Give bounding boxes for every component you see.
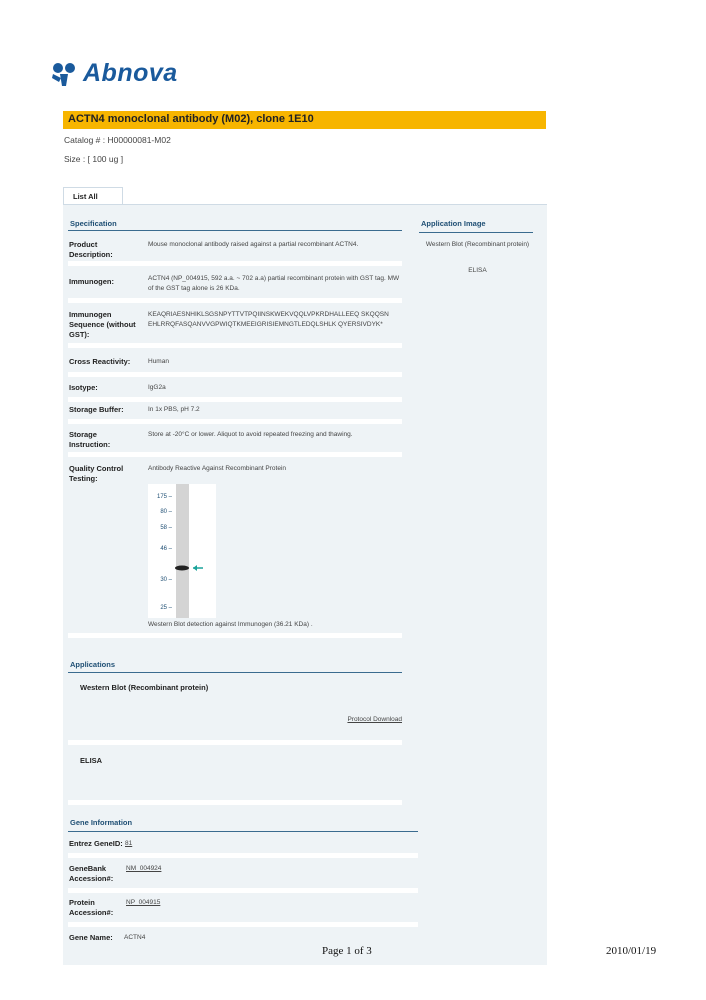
gene-name-value: ACTN4: [124, 934, 146, 941]
applications-title: Applications: [70, 660, 116, 669]
row-separator: [68, 419, 402, 424]
entrez-geneid-link[interactable]: 81: [125, 840, 133, 847]
application-image-divider: [419, 232, 533, 233]
page-number: Page 1 of 3: [322, 945, 372, 957]
immunogen-label: Immunogen:: [69, 277, 114, 286]
brand-name: Abnova: [83, 58, 178, 87]
abnova-logo[interactable]: [49, 58, 178, 88]
protocol-download-link[interactable]: Protocol Download: [347, 716, 402, 723]
application-image-wb-link[interactable]: Western Blot (Recombinant protein): [425, 241, 530, 248]
protein-accession-label: Protein Accession#:: [69, 898, 114, 917]
storage-instruction-label: Storage Instruction:: [69, 430, 111, 449]
product-description-value: Mouse monoclonal antibody raised against a partial recombinant ACTN4.: [148, 241, 359, 248]
specification-divider: [68, 230, 402, 231]
western-blot-caption: Western Blot detection against Immunogen (36.21 KDa) .: [148, 621, 313, 628]
row-separator: [68, 740, 402, 745]
western-blot-image[interactable]: [148, 484, 216, 618]
storage-instruction-value: Store at -20°C or lower. Aliquot to avoid repeated freezing and thawing.: [148, 431, 353, 438]
row-separator: [68, 452, 402, 457]
product-description-label: Product Description:: [69, 240, 113, 259]
applications-divider: [68, 672, 402, 673]
row-separator: [68, 853, 418, 858]
catalog-number: Catalog # : H00000081-M02: [64, 135, 171, 145]
entrez-geneid-label: Entrez GeneID:: [69, 839, 123, 848]
storage-buffer-label: Storage Buffer:: [69, 405, 124, 414]
abnova-logo-icon: [49, 58, 79, 88]
gene-information-divider: [68, 831, 418, 832]
row-separator: [68, 343, 402, 348]
application-image-elisa-link[interactable]: ELISA: [468, 267, 487, 274]
row-separator: [68, 298, 402, 303]
isotype-value: IgG2a: [148, 384, 166, 391]
tab-list-all-label: List All: [73, 192, 98, 201]
application-elisa: ELISA: [80, 756, 103, 765]
quality-control-label: Quality Control Testing:: [69, 464, 124, 483]
isotype-label: Isotype:: [69, 383, 98, 392]
genebank-accession-link[interactable]: NM_004924: [126, 865, 162, 872]
gene-name-label: Gene Name:: [69, 933, 113, 942]
product-title-bar: [63, 111, 546, 129]
blot-marker-label: 175 –: [156, 494, 172, 500]
quality-control-value: Antibody Reactive Against Recombinant Protein: [148, 465, 287, 472]
storage-buffer-value: In 1x PBS, pH 7.2: [148, 406, 200, 413]
print-date: 2010/01/19: [606, 945, 657, 957]
row-separator: [68, 888, 418, 893]
application-image-title: Application Image: [421, 219, 486, 228]
blot-marker-label: 25 –: [160, 605, 172, 611]
blot-marker-label: 58 –: [160, 525, 172, 531]
row-separator: [68, 922, 418, 927]
tab-list-all[interactable]: [63, 187, 123, 205]
blot-marker-label: 46 –: [160, 546, 172, 552]
row-separator: [68, 800, 402, 805]
row-separator: [68, 397, 402, 402]
cross-reactivity-value: Human: [148, 358, 169, 365]
specification-title: Specification: [70, 219, 117, 228]
genebank-accession-label: GeneBank Accession#:: [69, 864, 114, 883]
blot-marker-label: 30 –: [160, 577, 172, 583]
row-separator: [68, 633, 402, 638]
protein-accession-link[interactable]: NP_004915: [126, 899, 161, 906]
row-separator: [68, 261, 402, 266]
immunogen-sequence-value: KEAQRIAESNHIKLSGSNPYTTVTPQIINSKWEKVQQLVPKRDHALLEEQ SKQQSNEHLRRQFASQANVVGPWIQTKMEEIGRISIEMNGTLEDQLSHLK QYERSIVDYK*: [148, 311, 389, 328]
cross-reactivity-label: Cross Reactivity:: [69, 357, 131, 366]
gene-information-title: Gene Information: [70, 818, 133, 827]
application-wb: Western Blot (Recombinant protein): [80, 683, 209, 692]
product-size: Size : [ 100 ug ]: [64, 154, 124, 164]
immunogen-sequence-label: Immunogen Sequence (without GST):: [69, 310, 136, 339]
blot-marker-label: 80 –: [160, 509, 172, 515]
product-title: ACTN4 monoclonal antibody (M02), clone 1E10: [68, 113, 314, 125]
immunogen-value: ACTN4 (NP_004915, 592 a.a. ~ 702 a.a) partial recombinant protein with GST tag. MW of the GST tag alone is 26 KDa.: [148, 275, 400, 292]
row-separator: [68, 372, 402, 377]
western-blot-svg: [148, 484, 216, 618]
